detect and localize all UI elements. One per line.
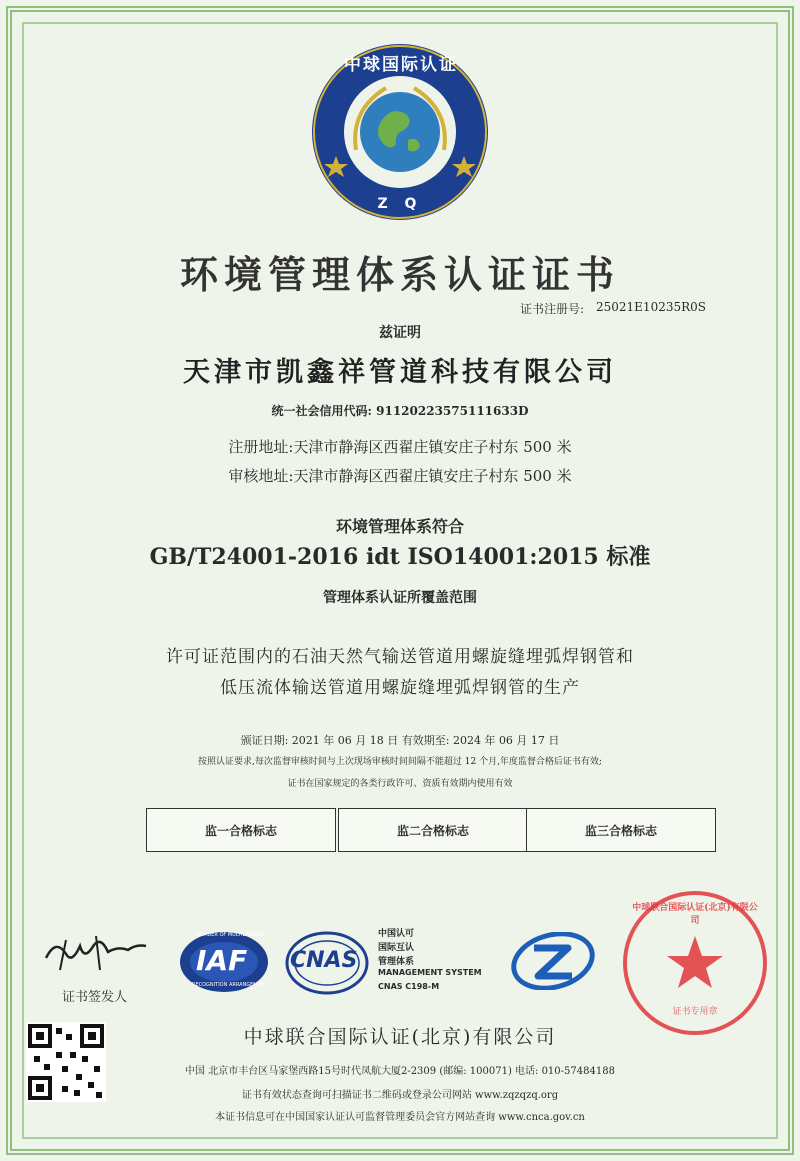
signer-label: 证书签发人 — [62, 990, 128, 1005]
issue-dates: 颁证日期: 2021 年 06 月 18 日 有效期至: 2024 年 06 月 17 日 — [240, 734, 560, 747]
iaf-ring-bottom: RECOGNITION ARRANGEMENT — [192, 982, 268, 988]
company-name: 天津市凯鑫祥管道科技有限公司 — [183, 357, 617, 388]
emblem-letters: Z Q — [377, 196, 423, 212]
issuing-organization: 中球联合国际认证(北京)有限公司 — [243, 1026, 557, 1048]
iaf-ring-top: MEMBER OF MULTILATERAL — [196, 932, 265, 938]
cnas-cn-3: 管理体系 — [378, 957, 415, 967]
surveillance-box-2: 监二合格标志 — [338, 808, 528, 852]
verify-note: 证书有效状态查询可扫描证书二维码或登录公司网站 www.zqzqzq.org — [241, 1090, 559, 1101]
surveillance-note: 按照认证要求,每次监督审核时间与上次现场审核时间间隔不能超过 12 个月,年度监督合格后证书有效; — [198, 757, 602, 767]
signature-image — [36, 928, 156, 978]
surveillance-box-3: 监三合格标志 — [526, 808, 716, 852]
credit-code: 统一社会信用代码: 91120223575111633D — [271, 404, 529, 418]
reg-no: 25021E10235R0S — [596, 300, 706, 314]
conform-label: 环境管理体系符合 — [335, 517, 464, 536]
seal-ring-text: 中球联合国际认证(北京)有限公司 — [632, 903, 758, 926]
cnas-text: CNAS — [290, 948, 358, 973]
zq-company-logo-icon — [510, 932, 596, 990]
cnas-en: MANAGEMENT SYSTEM — [378, 968, 482, 977]
scope-line-1: 许可证范围内的石油天然气输送管道用螺旋缝埋弧焊钢管和 — [166, 647, 634, 667]
cnca-note: 本证书信息可在中国国家认证认可监督管理委员会官方网站查询 www.cnca.gov.cn — [215, 1112, 585, 1123]
cnas-cn-1: 中国认可 — [378, 929, 415, 939]
reg-no-label: 证书注册号: — [520, 302, 585, 316]
org-address: 中国 北京市丰台区马家堡西路15号时代凤航大厦2-2309 (邮编: 100071) 电话: 010-57484188 — [185, 1066, 615, 1077]
seal-bottom-text: 证书专用章 — [672, 1007, 718, 1017]
surveillance-box-1: 监一合格标志 — [146, 808, 336, 852]
emblem-text: 中球国际认证 — [344, 55, 458, 75]
cnas-cn-2: 国际互认 — [378, 943, 415, 953]
scope-label: 管理体系认证所覆盖范围 — [323, 590, 477, 606]
registered-address: 注册地址:天津市静海区西翟庄镇安庄子村东 500 米 — [228, 438, 572, 456]
scope-line-2: 低压流体输送管道用螺旋缝埋弧焊钢管的生产 — [220, 678, 580, 698]
cnas-no: CNAS C198-M — [378, 982, 440, 991]
validity-note: 证书在国家规定的各类行政许可、资质有效期内使用有效 — [287, 779, 513, 789]
audit-address: 审核地址:天津市静海区西翟庄镇安庄子村东 500 米 — [228, 467, 572, 485]
iaf-text: IAF — [196, 944, 248, 977]
page-title: 环境管理体系认证证书 — [179, 252, 620, 297]
standard: GB/T24001-2016 idt ISO14001:2015 标准 — [149, 544, 651, 570]
certify-intro: 兹证明 — [379, 325, 421, 341]
